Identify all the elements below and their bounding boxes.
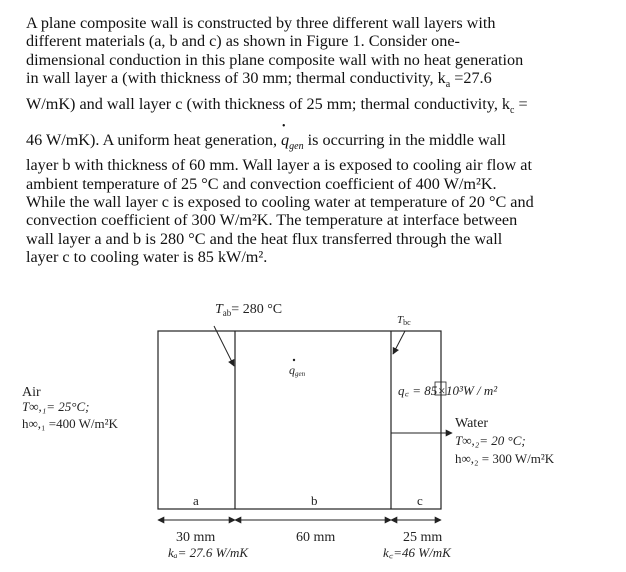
air-title: Air — [22, 385, 41, 400]
problem-line-3: dimensional conduction in this plane composite wall with no heat generation — [26, 50, 524, 69]
problem-line-5: W/mK) and wall layer c (with thickness of 25 mm; thermal conductivity, $k_c$ = — [26, 94, 528, 117]
problem-line-4: in wall layer a (with thickness of 30 mm; thermal conductivity, $k_a =27.6$ — [26, 69, 492, 91]
flux-label: q꜀ = 85×10³W / m² — [398, 383, 498, 398]
qgen-dot — [293, 359, 295, 361]
tab-label: $T_{ab}= 280$ °C — [215, 302, 283, 318]
q-gen-symbol: • $q_{gen}$ — [281, 131, 304, 157]
layer-b-label: b — [311, 493, 318, 508]
water-coef: h∞,₂ = 300 W/m²K — [455, 451, 555, 466]
tab-arrow — [214, 326, 234, 366]
kc-subscript: c — [510, 105, 515, 117]
problem-line-8: ambient temperature of 25 °C and convection coefficient of 400 W/m²K. — [26, 174, 497, 193]
problem-line-7: layer b with thickness of 60 mm. Wall layer a is exposed to cooling air flow at — [26, 156, 532, 175]
qgen-label: qgen — [289, 363, 306, 378]
problem-line-6: 46 W/mK). A uniform heat generation, • $q_{gen}$ is occurring in the middle wall — [26, 131, 578, 157]
k-a-text: kₐ= 27.6 W/mK — [168, 545, 249, 560]
ka-subscript: a — [445, 79, 451, 91]
tbc-arrow — [393, 331, 405, 354]
problem-line-10: convection coefficient of 300 W/m²K. The temperature at interface between — [26, 211, 518, 230]
water-title: Water — [455, 416, 489, 431]
kc-value: = — [518, 94, 528, 113]
air-coef: h∞,₁ =400 W/m²K — [22, 416, 118, 431]
ka-value: =27.6 — [454, 69, 492, 88]
dim-b-text: 60 mm — [296, 530, 336, 545]
problem-line-12: layer c to cooling water is 85 kW/m². — [26, 248, 268, 267]
dim-c-text: 25 mm — [403, 530, 443, 545]
layer-c-label: c — [417, 493, 423, 508]
layer-a-label: a — [193, 493, 199, 508]
problem-line-9: While the wall layer c is exposed to cooling water at temperature of 20 °C and — [26, 192, 534, 211]
dim-a-text: 30 mm — [176, 530, 216, 545]
tbc-label: Tbc — [397, 314, 411, 327]
problem-line-1: A plane composite wall is constructed by three different wall layers with — [26, 14, 496, 32]
water-temp: T∞,₂= 20 °C; — [455, 433, 526, 448]
wall-outline — [158, 331, 441, 509]
problem-line-2: different materials (a, b and c) as shown in Figure 1. Consider one- — [26, 32, 460, 51]
air-temp: T∞,₁= 25°C; — [22, 399, 90, 414]
problem-line-11: wall layer a and b is 280 °C and the heat flux transferred through the wall — [26, 229, 503, 248]
k-c-text: k꜀=46 W/mK — [383, 545, 451, 560]
